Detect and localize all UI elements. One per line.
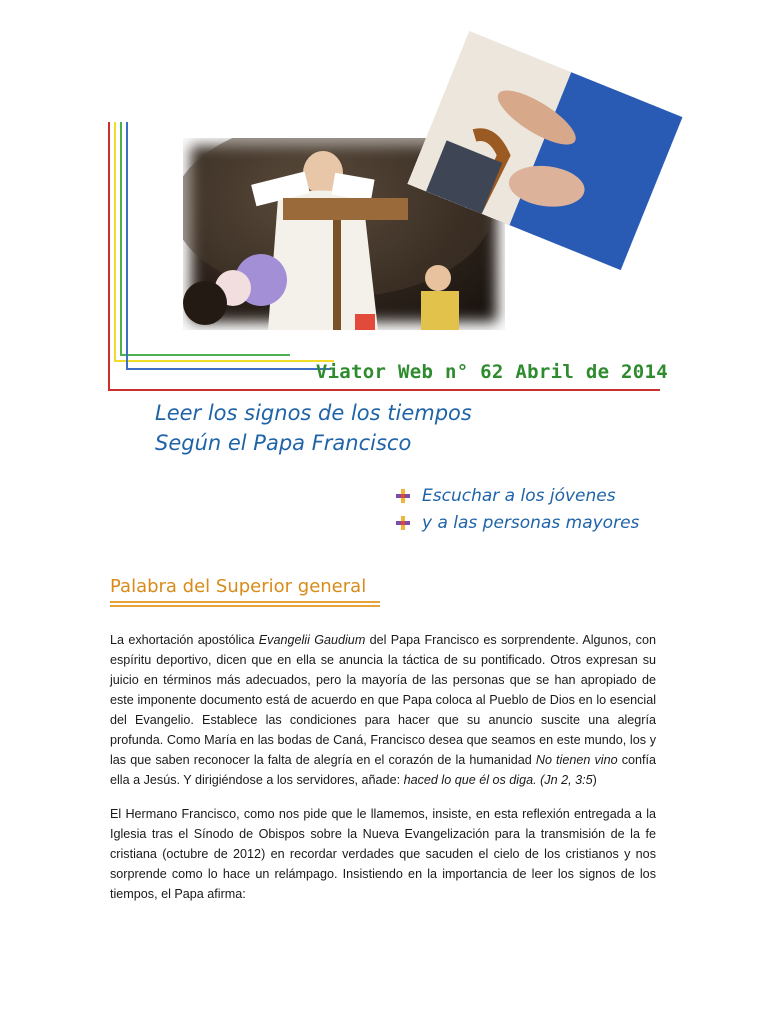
frame-line-red-horizontal [108, 389, 660, 391]
paragraph-1-text: del Papa Francisco es sorprendente. Algunos, con espíritu deportivo, dicen que en ella se anuncia la táctica de su pontificado. Otros expresan su juicio en términos más adecuados, pero la mayoría de las personas que se han apropiado de este imponente documento está de acuerdo en que Papa coloca al Pueblo de Dios en lo esencial del Evangelio. Establece las condiciones para hacer que su anuncio suscite una alegría profunda. Como María en las bodas de Caná, Francisco desea que seamos en este mundo, los y las que saben reconocer la falta de alegría en el corazón de la humanidad [110, 633, 656, 767]
frame-line-blue-vertical [126, 122, 128, 369]
frame-line-green-horizontal [120, 354, 290, 356]
frame-line-yellow-vertical [114, 122, 116, 362]
bullet-text-2: y a las personas mayores [422, 512, 640, 533]
cross-bullet-icon [394, 487, 412, 505]
quote-no-tienen-vino: No tienen vino [535, 753, 618, 767]
title-line-1: Leer los signos de los tiempos [155, 401, 472, 425]
paragraph-1-end: ) [592, 773, 597, 787]
issue-masthead: Viator Web n° 62 Abril de 2014 [315, 361, 668, 383]
frame-line-green-vertical [120, 122, 122, 355]
article-title [155, 398, 472, 458]
document-title-italic: Evangelii Gaudium [258, 633, 366, 647]
title-line-2: Según el Papa Francisco [155, 431, 412, 455]
bullet-item [394, 482, 639, 509]
cross-bullet-icon [394, 514, 412, 532]
frame-line-yellow-horizontal [114, 360, 334, 362]
bullet-text-1: Escuchar a los jóvenes [422, 485, 616, 506]
frame-line-blue-horizontal [126, 368, 331, 370]
paragraph-2: El Hermano Francisco, como nos pide que le llamemos, insiste, en esta reflexión entregada a la Iglesia tras el Sínodo de Obispos sobre la Nueva Evangelización para la transmisión de la fe cristiana (octubre de 2012) en recordar verdades que sacuden el cielo de los cristianos y nos sorprende como lo hace un relámpago. Insistiendo en la importancia de leer los signos de los tiempos, el Papa afirma: [110, 807, 656, 901]
quote-haced-lo-que: haced lo que él os diga. (Jn 2, 3:5 [403, 773, 593, 787]
heading-rule-bottom [110, 605, 380, 607]
section-heading: Palabra del Superior general [110, 576, 367, 597]
paragraph-1-text-continued: confía ella a Jesús. Y dirigiéndose a los servidores, añade: [110, 753, 657, 787]
bullet-item [394, 509, 639, 536]
subtitle-bullet-list [394, 482, 639, 536]
article-body [110, 630, 656, 918]
paragraph-1-intro: La exhortación apostólica [110, 633, 259, 647]
paragraph-1 [110, 630, 656, 790]
heading-rule-top [110, 601, 380, 603]
frame-line-red-vertical [108, 122, 110, 390]
